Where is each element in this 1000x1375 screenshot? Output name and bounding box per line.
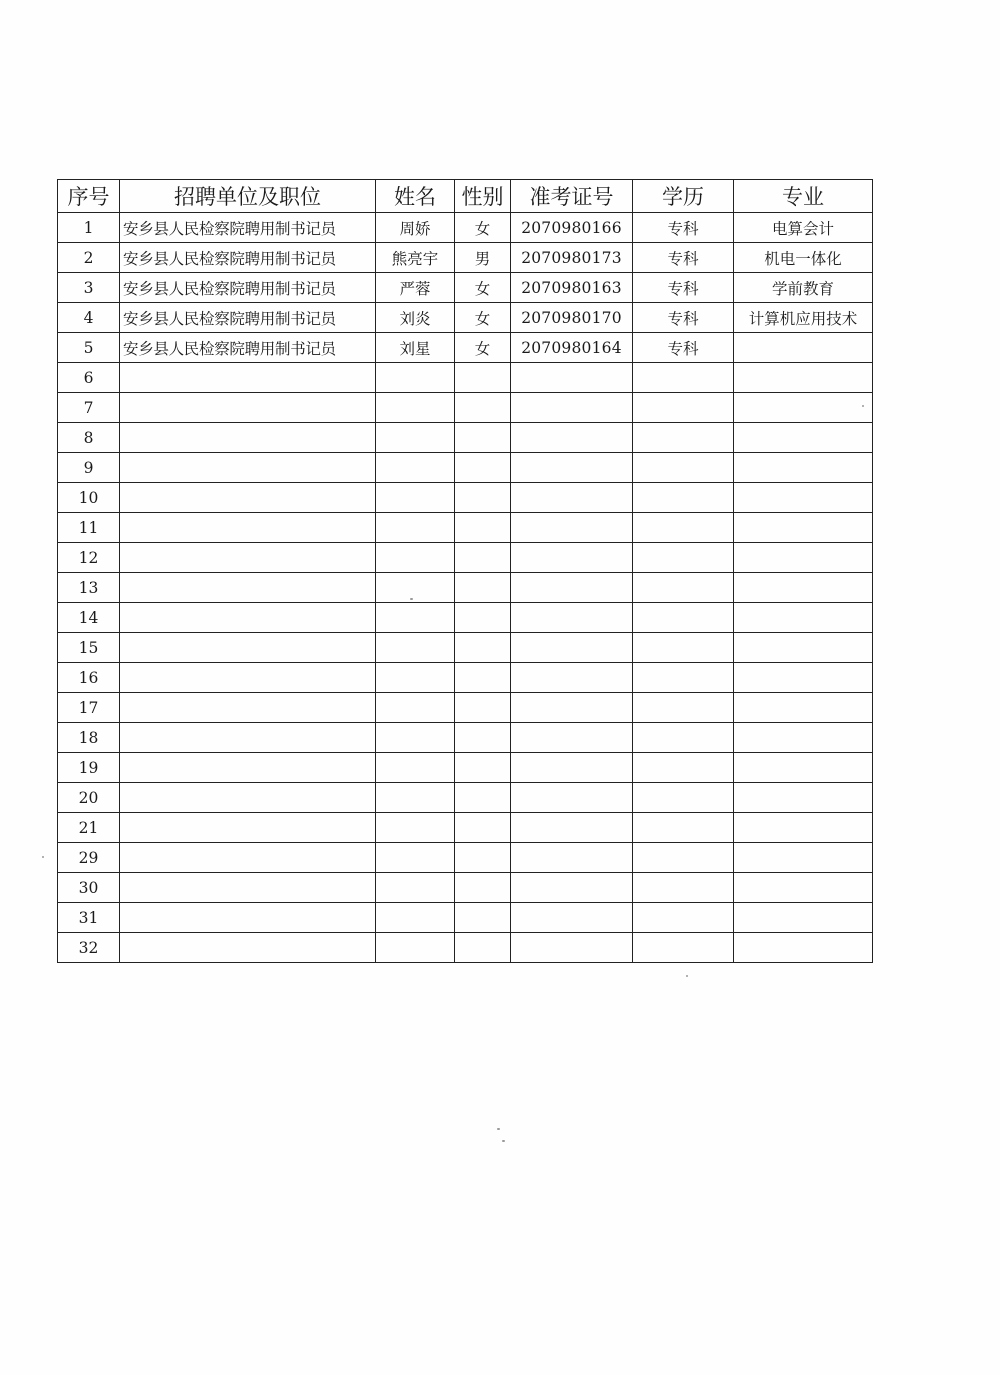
education-cell <box>633 453 734 483</box>
seq-cell: 11 <box>58 513 120 543</box>
scan-speck <box>502 1140 505 1142</box>
exam-number-cell: 2070980170 <box>511 303 633 333</box>
gender-cell <box>455 753 511 783</box>
major-cell <box>734 573 873 603</box>
major-cell <box>734 513 873 543</box>
exam-number-cell <box>511 903 633 933</box>
seq-cell: 13 <box>58 573 120 603</box>
seq-cell: 32 <box>58 933 120 963</box>
gender-cell <box>455 393 511 423</box>
gender-cell <box>455 423 511 453</box>
gender-cell <box>455 663 511 693</box>
scan-speck <box>686 975 688 977</box>
exam-number-cell <box>511 663 633 693</box>
education-cell <box>633 843 734 873</box>
gender-cell <box>455 903 511 933</box>
major-cell <box>734 843 873 873</box>
name-cell <box>376 363 455 393</box>
gender-cell <box>455 513 511 543</box>
name-cell <box>376 663 455 693</box>
gender-cell: 女 <box>455 273 511 303</box>
seq-cell: 18 <box>58 723 120 753</box>
education-cell: 专科 <box>633 243 734 273</box>
table-row <box>58 873 873 903</box>
table-header-row <box>58 180 873 213</box>
table-row <box>58 423 873 453</box>
name-cell <box>376 933 455 963</box>
seq-cell: 16 <box>58 663 120 693</box>
seq-cell: 21 <box>58 813 120 843</box>
exam-number-cell: 2070980163 <box>511 273 633 303</box>
major-cell <box>734 813 873 843</box>
gender-cell <box>455 693 511 723</box>
exam-number-cell: 2070980164 <box>511 333 633 363</box>
education-cell: 专科 <box>633 303 734 333</box>
seq-cell: 30 <box>58 873 120 903</box>
name-cell <box>376 393 455 423</box>
table-row <box>58 243 873 273</box>
scan-speck <box>862 405 864 407</box>
major-cell <box>734 753 873 783</box>
exam-number-cell: 2070980173 <box>511 243 633 273</box>
seq-cell: 4 <box>58 303 120 333</box>
table-row <box>58 603 873 633</box>
table-row <box>58 453 873 483</box>
exam-number-cell <box>511 753 633 783</box>
name-cell <box>376 723 455 753</box>
name-cell <box>376 693 455 723</box>
exam-number-cell <box>511 783 633 813</box>
major-cell <box>734 903 873 933</box>
gender-cell <box>455 783 511 813</box>
exam-number-cell <box>511 363 633 393</box>
table-row <box>58 483 873 513</box>
gender-cell <box>455 363 511 393</box>
unit-cell <box>120 393 376 423</box>
seq-cell: 9 <box>58 453 120 483</box>
gender-cell: 女 <box>455 213 511 243</box>
table-row <box>58 903 873 933</box>
education-cell <box>633 753 734 783</box>
table-row <box>58 633 873 663</box>
major-cell <box>734 723 873 753</box>
table-row <box>58 303 873 333</box>
major-cell: 学前教育 <box>734 273 873 303</box>
education-cell <box>633 633 734 663</box>
major-cell <box>734 363 873 393</box>
exam-number-cell <box>511 393 633 423</box>
education-cell: 专科 <box>633 273 734 303</box>
major-cell <box>734 393 873 423</box>
table-row <box>58 783 873 813</box>
name-cell <box>376 843 455 873</box>
education-cell <box>633 513 734 543</box>
unit-cell: 安乡县人民检察院聘用制书记员 <box>120 333 376 363</box>
header-major: 专业 <box>734 180 873 213</box>
name-cell <box>376 873 455 903</box>
name-cell <box>376 513 455 543</box>
table-row <box>58 213 873 243</box>
unit-cell <box>120 423 376 453</box>
unit-cell <box>120 453 376 483</box>
name-cell <box>376 423 455 453</box>
name-cell <box>376 813 455 843</box>
table-row <box>58 393 873 423</box>
gender-cell <box>455 573 511 603</box>
education-cell: 专科 <box>633 213 734 243</box>
unit-cell <box>120 873 376 903</box>
table-row <box>58 843 873 873</box>
unit-cell <box>120 783 376 813</box>
major-cell <box>734 693 873 723</box>
seq-cell: 1 <box>58 213 120 243</box>
unit-cell <box>120 753 376 783</box>
exam-number-cell <box>511 873 633 903</box>
table-row <box>58 693 873 723</box>
education-cell <box>633 783 734 813</box>
major-cell <box>734 543 873 573</box>
unit-cell <box>120 723 376 753</box>
education-cell <box>633 483 734 513</box>
seq-cell: 6 <box>58 363 120 393</box>
name-cell <box>376 543 455 573</box>
education-cell <box>633 873 734 903</box>
exam-number-cell <box>511 603 633 633</box>
unit-cell <box>120 903 376 933</box>
seq-cell: 20 <box>58 783 120 813</box>
seq-cell: 10 <box>58 483 120 513</box>
major-cell: 计算机应用技术 <box>734 303 873 333</box>
table-row <box>58 363 873 393</box>
gender-cell <box>455 813 511 843</box>
exam-number-cell <box>511 453 633 483</box>
name-cell: 严蓉 <box>376 273 455 303</box>
exam-number-cell <box>511 813 633 843</box>
candidate-roster-table <box>57 179 873 963</box>
gender-cell <box>455 453 511 483</box>
unit-cell <box>120 693 376 723</box>
major-cell <box>734 483 873 513</box>
gender-cell <box>455 873 511 903</box>
seq-cell: 3 <box>58 273 120 303</box>
table-row <box>58 573 873 603</box>
education-cell <box>633 363 734 393</box>
major-cell <box>734 933 873 963</box>
gender-cell <box>455 543 511 573</box>
unit-cell: 安乡县人民检察院聘用制书记员 <box>120 243 376 273</box>
education-cell <box>633 813 734 843</box>
unit-cell <box>120 513 376 543</box>
major-cell <box>734 423 873 453</box>
gender-cell <box>455 723 511 753</box>
exam-number-cell <box>511 543 633 573</box>
name-cell <box>376 483 455 513</box>
seq-cell: 7 <box>58 393 120 423</box>
unit-cell <box>120 813 376 843</box>
name-cell: 周娇 <box>376 213 455 243</box>
header-seq: 序号 <box>58 180 120 213</box>
exam-number-cell <box>511 573 633 603</box>
table-row <box>58 663 873 693</box>
scan-speck <box>42 856 44 858</box>
unit-cell: 安乡县人民检察院聘用制书记员 <box>120 273 376 303</box>
gender-cell <box>455 843 511 873</box>
header-exam-number: 准考证号 <box>511 180 633 213</box>
scan-speck <box>410 598 413 600</box>
unit-cell <box>120 633 376 663</box>
seq-cell: 17 <box>58 693 120 723</box>
name-cell <box>376 633 455 663</box>
major-cell <box>734 663 873 693</box>
education-cell <box>633 663 734 693</box>
education-cell <box>633 573 734 603</box>
unit-cell <box>120 483 376 513</box>
gender-cell <box>455 603 511 633</box>
exam-number-cell: 2070980166 <box>511 213 633 243</box>
major-cell <box>734 603 873 633</box>
education-cell <box>633 603 734 633</box>
table-row <box>58 933 873 963</box>
exam-number-cell <box>511 513 633 543</box>
name-cell <box>376 783 455 813</box>
exam-number-cell <box>511 843 633 873</box>
education-cell <box>633 393 734 423</box>
name-cell <box>376 453 455 483</box>
seq-cell: 31 <box>58 903 120 933</box>
seq-cell: 15 <box>58 633 120 663</box>
header-name: 姓名 <box>376 180 455 213</box>
unit-cell <box>120 663 376 693</box>
education-cell <box>633 903 734 933</box>
exam-number-cell <box>511 483 633 513</box>
gender-cell: 女 <box>455 303 511 333</box>
name-cell <box>376 603 455 633</box>
table-row <box>58 753 873 783</box>
table-row <box>58 333 873 363</box>
exam-number-cell <box>511 423 633 453</box>
seq-cell: 5 <box>58 333 120 363</box>
name-cell <box>376 903 455 933</box>
major-cell <box>734 873 873 903</box>
major-cell <box>734 453 873 483</box>
gender-cell <box>455 933 511 963</box>
education-cell <box>633 723 734 753</box>
header-education: 学历 <box>633 180 734 213</box>
major-cell: 电算会计 <box>734 213 873 243</box>
education-cell: 专科 <box>633 333 734 363</box>
table-row <box>58 273 873 303</box>
name-cell: 熊亮宇 <box>376 243 455 273</box>
exam-number-cell <box>511 723 633 753</box>
table-row <box>58 813 873 843</box>
unit-cell <box>120 363 376 393</box>
seq-cell: 2 <box>58 243 120 273</box>
name-cell: 刘星 <box>376 333 455 363</box>
seq-cell: 29 <box>58 843 120 873</box>
table-row <box>58 513 873 543</box>
table-row <box>58 723 873 753</box>
seq-cell: 8 <box>58 423 120 453</box>
scan-speck <box>497 1128 500 1130</box>
education-cell <box>633 933 734 963</box>
exam-number-cell <box>511 693 633 723</box>
major-cell: 机电一体化 <box>734 243 873 273</box>
major-cell <box>734 633 873 663</box>
name-cell: 刘炎 <box>376 303 455 333</box>
education-cell <box>633 693 734 723</box>
unit-cell <box>120 933 376 963</box>
unit-cell <box>120 543 376 573</box>
unit-cell: 安乡县人民检察院聘用制书记员 <box>120 303 376 333</box>
seq-cell: 12 <box>58 543 120 573</box>
seq-cell: 14 <box>58 603 120 633</box>
name-cell <box>376 753 455 783</box>
gender-cell <box>455 483 511 513</box>
exam-number-cell <box>511 933 633 963</box>
major-cell <box>734 783 873 813</box>
header-unit-position: 招聘单位及职位 <box>120 180 376 213</box>
table-row <box>58 543 873 573</box>
seq-cell: 19 <box>58 753 120 783</box>
exam-number-cell <box>511 633 633 663</box>
name-cell <box>376 573 455 603</box>
header-gender: 性别 <box>455 180 511 213</box>
gender-cell: 女 <box>455 333 511 363</box>
education-cell <box>633 543 734 573</box>
education-cell <box>633 423 734 453</box>
gender-cell: 男 <box>455 243 511 273</box>
table-body <box>58 213 873 963</box>
unit-cell: 安乡县人民检察院聘用制书记员 <box>120 213 376 243</box>
gender-cell <box>455 633 511 663</box>
unit-cell <box>120 603 376 633</box>
unit-cell <box>120 573 376 603</box>
unit-cell <box>120 843 376 873</box>
major-cell <box>734 333 873 363</box>
